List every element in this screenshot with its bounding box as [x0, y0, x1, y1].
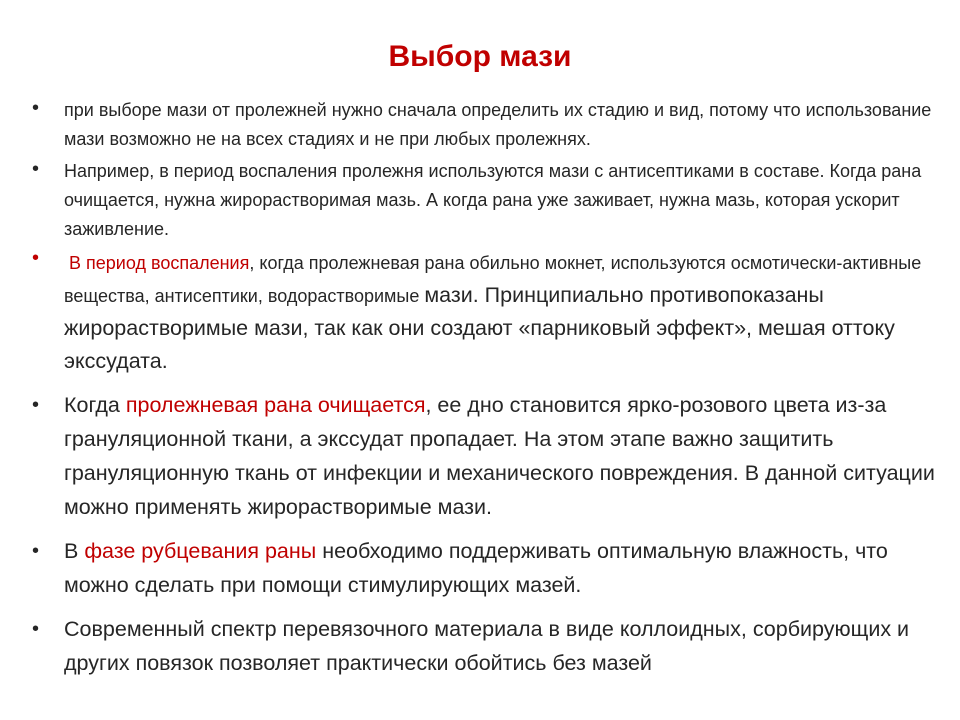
bullet-dot: •	[32, 158, 40, 180]
highlight-text: фазе рубцевания раны	[84, 539, 317, 563]
bullet-text-large: мази. Принципиально противопоказаны жирорастворимые мази, так как они создают «парниковый эффект», мешая оттоку экссудата.	[64, 283, 895, 373]
bullet-text: Например, в период воспаления пролежня используются мази с антисептиками в составе. Когда рана очищается, нужна жирорастворимая мазь. А когда рана уже заживает, нужна мазь, которая ускорит заживление.	[64, 161, 922, 239]
bullet-list	[32, 96, 937, 690]
bullet-dot: •	[32, 540, 40, 562]
bullet-dot: •	[32, 394, 40, 416]
bullet-text-before: В	[64, 539, 85, 563]
slide-title: Выбор мази	[388, 40, 572, 73]
bullet-text-after: , ее дно становится ярко-розового цвета из-за грануляционной ткани, а экссудат пропадает. На этом этапе важно защитить грануляционную ткань от инфекции и механического повреждения. В данной ситуации можно применять жирорастворимые мази.	[64, 393, 935, 519]
highlight-text: В период воспаления	[69, 253, 250, 273]
bullet-item-4	[32, 388, 937, 524]
bullet-item-1	[32, 96, 937, 154]
bullet-text-before: Когда	[64, 393, 126, 417]
bullet-dot: •	[32, 618, 40, 640]
bullet-item-2	[32, 157, 937, 244]
bullet-item-5	[32, 534, 937, 602]
bullet-text-after: необходимо поддерживать оптимальную влажность, что можно сделать при помощи стимулирующих мазей.	[64, 539, 888, 597]
bullet-item-6	[32, 612, 937, 680]
bullet-text: , когда пролежневая рана обильно мокнет, используются осмотически-активные вещества, антисептики, водорастворимые	[64, 253, 922, 306]
bullet-text: Современный спектр перевязочного материала в виде коллоидных, сорбирующих и других повязок позволяет практически обойтись без мазей	[64, 617, 910, 675]
bullet-dot: •	[32, 247, 40, 269]
bullet-text: при выборе мази от пролежней нужно сначала определить их стадию и вид, потому что использование мази возможно не на всех стадиях и не при любых пролежнях.	[64, 100, 932, 149]
highlight-text: пролежневая рана очищается	[125, 393, 426, 417]
bullet-item-3	[32, 247, 937, 378]
bullet-dot: •	[32, 97, 40, 119]
